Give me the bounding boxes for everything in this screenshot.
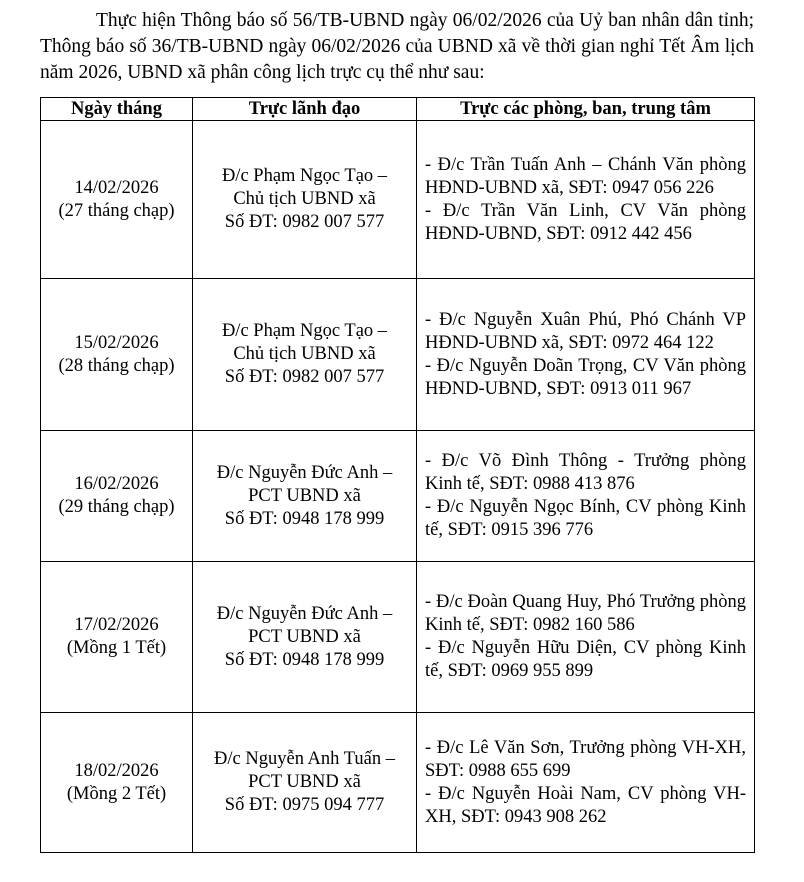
leader-phone: Số ĐT: 0982 007 577	[224, 212, 385, 232]
header-departments: Trực các phòng, ban, trung tâm	[417, 98, 755, 121]
leader-title: PCT UBND xã	[248, 772, 361, 792]
duty-entry: - Đ/c Lê Văn Sơn, Trưởng phòng VH-XH, SĐT: 0988 655 699	[425, 737, 746, 781]
duty-entry: - Đ/c Nguyễn Ngọc Bính, CV phòng Kinh tế, SĐT: 0915 396 776	[425, 497, 746, 540]
leader-cell	[193, 562, 417, 713]
lunar-date-text: (29 tháng chạp)	[58, 497, 175, 517]
leader-title: PCT UBND xã	[248, 485, 361, 506]
leader-title: Chủ tịch UBND xã	[233, 189, 376, 209]
leader-name: Đ/c Nguyễn Anh Tuấn –	[214, 749, 395, 769]
lunar-date-text: (Mồng 1 Tết)	[66, 638, 167, 658]
duty-entry: - Đ/c Võ Đình Thông - Trưởng phòng Kinh tế, SĐT: 0988 413 876	[425, 451, 746, 494]
date-text: 18/02/2026	[74, 760, 159, 781]
date-cell	[41, 121, 193, 279]
table-row	[41, 431, 755, 562]
table-row	[41, 279, 755, 431]
table-header-row	[41, 98, 755, 121]
date-text: 17/02/2026	[74, 615, 159, 635]
department-duty-cell	[417, 279, 755, 431]
duty-schedule-table	[40, 97, 755, 853]
duty-entry: - Đ/c Đoàn Quang Huy, Phó Trưởng phòng Kinh tế, SĐT: 0982 160 586	[425, 592, 746, 635]
lunar-date-text: (Mồng 2 Tết)	[66, 783, 167, 804]
leader-name: Đ/c Phạm Ngọc Tạo –	[221, 321, 388, 341]
lunar-date-text: (27 tháng chạp)	[58, 200, 175, 221]
date-text: 16/02/2026	[74, 474, 159, 494]
lunar-date-text: (28 tháng chạp)	[58, 355, 175, 376]
leader-cell	[193, 121, 417, 279]
duty-entry: - Đ/c Nguyễn Hữu Diện, CV phòng Kinh tế, SĐT: 0969 955 899	[425, 638, 746, 681]
intro-paragraph	[40, 8, 754, 86]
table-row	[41, 562, 755, 713]
leader-cell	[193, 279, 417, 431]
leader-name: Đ/c Nguyễn Đức Anh –	[216, 462, 393, 483]
table-row	[41, 713, 755, 853]
department-duty-cell	[417, 562, 755, 713]
duty-entry: - Đ/c Nguyễn Doãn Trọng, CV Văn phòng HĐND-UBND, SĐT: 0913 011 967	[425, 355, 746, 399]
date-text: 14/02/2026	[74, 177, 159, 198]
header-date: Ngày tháng	[41, 98, 193, 121]
leader-name: Đ/c Phạm Ngọc Tạo –	[221, 166, 388, 186]
duty-entry: - Đ/c Trần Tuấn Anh – Chánh Văn phòng HĐND-UBND xã, SĐT: 0947 056 226	[425, 154, 746, 198]
intro-text: Thực hiện Thông báo số 56/TB-UBND ngày 06/02/2026 của Uỷ ban nhân dân tỉnh; Thông báo số 36/TB-UBND ngày 06/02/2026 của UBND xã về thời gian nghỉ Tết Âm lịch năm 2026, UBND xã phân công lịch trực cụ thể như sau:	[40, 10, 754, 83]
leader-phone: Số ĐT: 0948 178 999	[224, 649, 385, 670]
duty-entry: - Đ/c Trần Văn Linh, CV Văn phòng HĐND-UBND, SĐT: 0912 442 456	[425, 200, 746, 244]
leader-cell	[193, 713, 417, 853]
date-cell	[41, 713, 193, 853]
table-row	[41, 121, 755, 279]
header-leader: Trực lãnh đạo	[193, 98, 417, 121]
leader-phone: Số ĐT: 0982 007 577	[224, 367, 385, 387]
date-cell	[41, 279, 193, 431]
date-cell	[41, 562, 193, 713]
date-cell	[41, 431, 193, 562]
leader-name: Đ/c Nguyễn Đức Anh –	[216, 603, 393, 624]
date-text: 15/02/2026	[74, 332, 159, 353]
department-duty-cell	[417, 121, 755, 279]
leader-title: PCT UBND xã	[248, 626, 361, 647]
leader-phone: Số ĐT: 0975 094 777	[224, 795, 385, 815]
department-duty-cell	[417, 431, 755, 562]
leader-cell	[193, 431, 417, 562]
duty-entry: - Đ/c Nguyễn Xuân Phú, Phó Chánh VP HĐND-UBND xã, SĐT: 0972 464 122	[425, 309, 746, 353]
leader-phone: Số ĐT: 0948 178 999	[224, 508, 385, 529]
department-duty-cell	[417, 713, 755, 853]
leader-title: Chủ tịch UBND xã	[233, 344, 376, 364]
duty-entry: - Đ/c Nguyễn Hoài Nam, CV phòng VH-XH, SĐT: 0943 908 262	[425, 783, 746, 827]
